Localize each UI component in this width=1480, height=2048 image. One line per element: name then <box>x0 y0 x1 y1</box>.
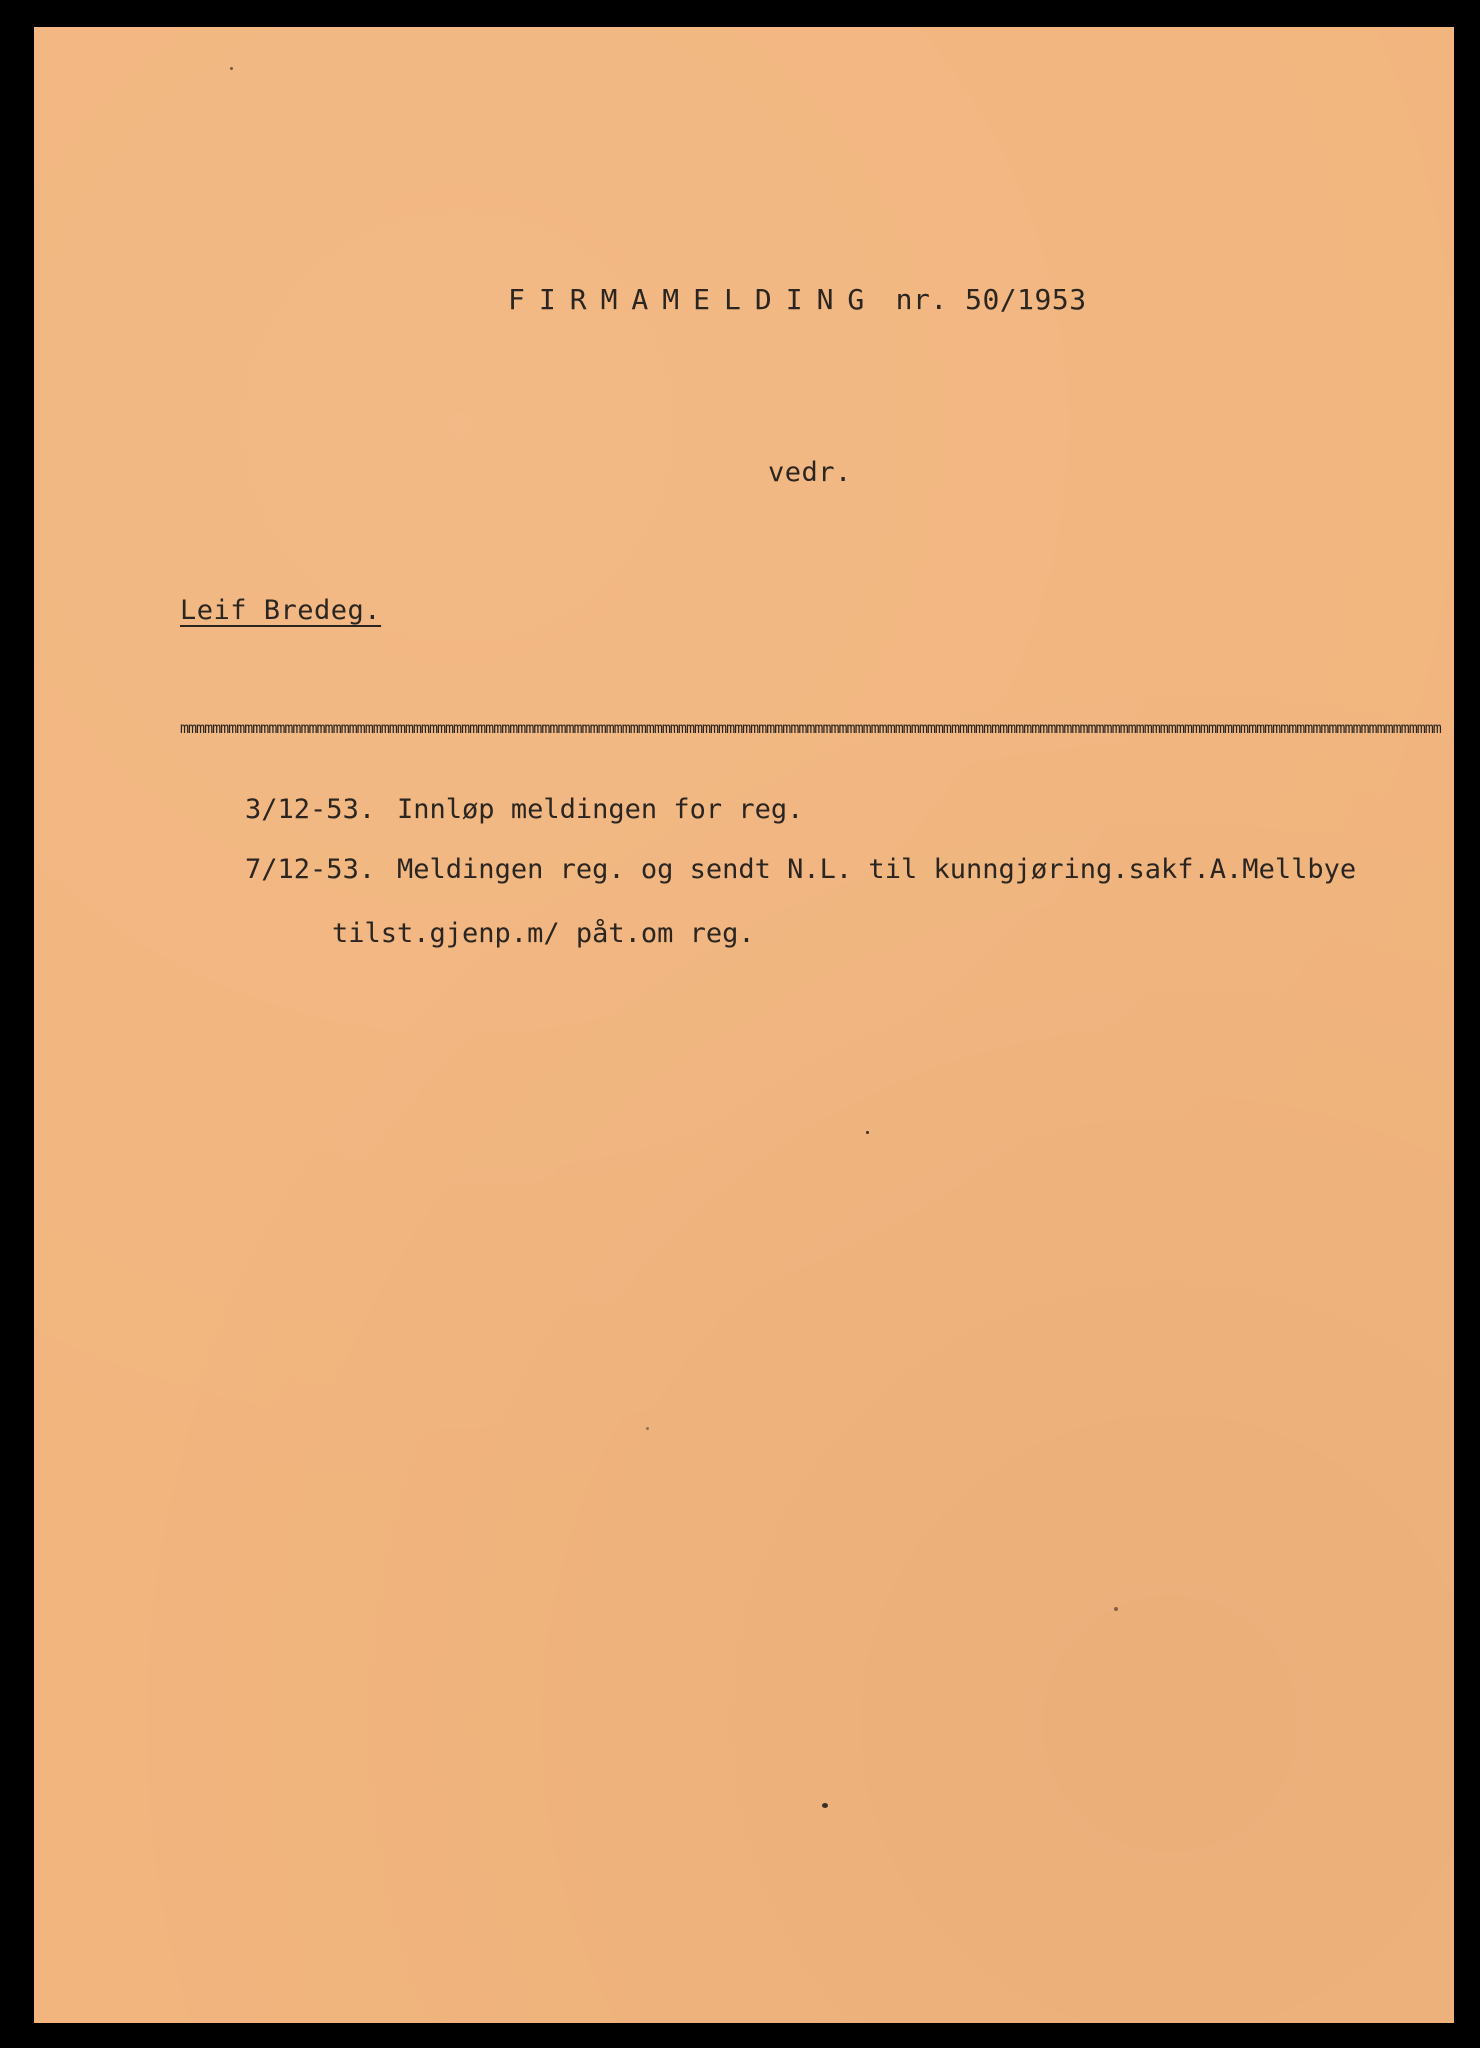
paper-speck <box>866 1131 869 1134</box>
title-number: nr. 50/1953 <box>878 283 1087 316</box>
separator-rule: mmmmmmmmmmmmmmmmmmmmmmmmmmmmmmmmmmmmmmmmmmmmmmmmmmmmmmmmmmmmmmmmmmmmmmmmmmmmmmmmmmmmmmmmmmmmmmmmmmmmmmmmmmmmmmmmmmmmmmmmmmmmmmmmmmmmmmmmmmmmmmmmmmmmmmmmmmmmm <box>180 721 1441 735</box>
document-title <box>508 283 1087 316</box>
log-entry <box>180 823 1356 1011</box>
entry-date: 3/12-53. <box>245 794 376 825</box>
document-page <box>34 27 1454 2023</box>
title-firmamelding: FIRMAMELDING <box>508 283 879 316</box>
paper-speck <box>230 67 233 70</box>
entry-text: Innløp meldingen for reg. <box>397 794 804 825</box>
entry-continuation: tilst.gjenp.m/ påt.om reg. <box>332 918 755 949</box>
entry-date: 7/12-53. <box>245 854 376 885</box>
company-name: Leif Bredeg. <box>180 595 382 626</box>
paper-speck <box>1114 1607 1118 1611</box>
entry-text: Meldingen reg. og sendt N.L. til kunngjøring.sakf.A.Mellbye <box>397 854 1357 885</box>
paper-speck <box>822 1803 828 1808</box>
vedr-label: vedr. <box>768 457 852 488</box>
paper-speck <box>646 1427 649 1430</box>
